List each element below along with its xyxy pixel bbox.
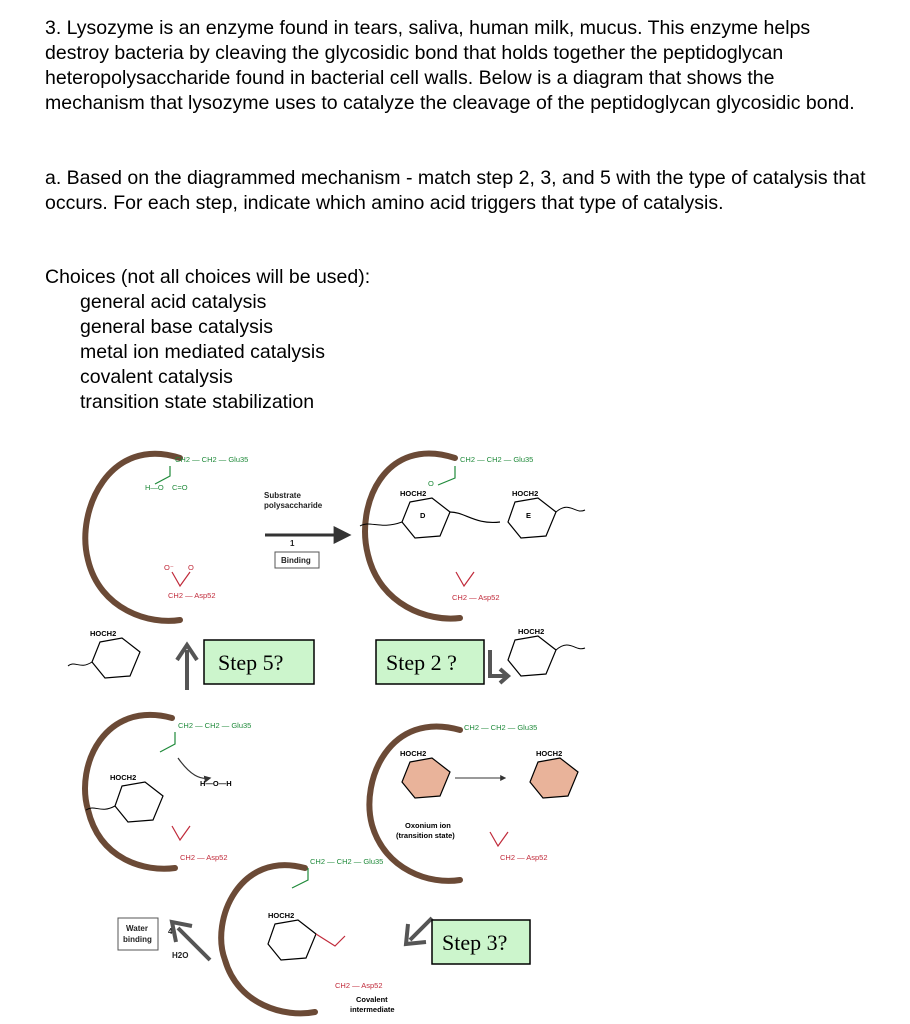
- panel-water-attack: [85, 715, 251, 869]
- choice-item: transition state stabilization: [80, 391, 315, 413]
- svg-text:HOCH2: HOCH2: [512, 489, 539, 498]
- svg-text:CH2 — CH2 — Glu35: CH2 — CH2 — Glu35: [310, 857, 384, 866]
- asp52-label: CH2 — Asp52: [168, 591, 216, 600]
- svg-text:HOCH2: HOCH2: [400, 749, 427, 758]
- enzyme-cleft: [221, 865, 315, 1013]
- water-binding-group: [118, 918, 210, 960]
- water-binding-label: Water: [126, 924, 148, 933]
- svg-text:O: O: [428, 479, 434, 488]
- choices-heading: Choices (not all choices will be used):: [45, 266, 371, 288]
- step3-label: Step 3?: [442, 930, 508, 955]
- step5-label: Step 5?: [218, 650, 284, 675]
- panel-es-complex: [360, 453, 585, 618]
- binding-arrow: [264, 491, 348, 568]
- choice-item: general base catalysis: [80, 316, 273, 338]
- svg-text:H—O: H—O: [145, 483, 164, 492]
- panel-transition-state: [369, 723, 578, 881]
- svg-text:HOCH2: HOCH2: [400, 489, 427, 498]
- svg-text:C=O: C=O: [172, 483, 188, 492]
- panel-covalent-intermediate: [221, 857, 394, 1014]
- choice-item: general acid catalysis: [80, 291, 267, 313]
- svg-text:HOCH2: HOCH2: [536, 749, 563, 758]
- svg-text:(transition state): (transition state): [396, 831, 455, 840]
- svg-text:HOCH2: HOCH2: [268, 911, 295, 920]
- svg-text:D: D: [420, 511, 426, 520]
- svg-text:H—O—H: H—O—H: [200, 779, 232, 788]
- svg-text:intermediate: intermediate: [350, 1005, 395, 1014]
- binding-label: Binding: [281, 556, 311, 565]
- svg-text:4: 4: [168, 927, 173, 936]
- choices-list: [80, 290, 325, 415]
- svg-text:CH2 — Asp52: CH2 — Asp52: [500, 853, 548, 862]
- question-intro: 3. Lysozyme is an enzyme found in tears, saliva, human milk, mucus. This enzyme helps destroy bacteria by cleaving the glycosidic bond that holds together the peptidoglycan heteropolysaccharide found in bacterial cell walls. Below is a diagram that shows the mechanism that lysozyme uses to catalyze the cleavage of the peptidoglycan glycosidic bond.: [45, 17, 855, 114]
- svg-text:CH2 — Asp52: CH2 — Asp52: [452, 593, 500, 602]
- svg-text:CH2 — Asp52: CH2 — Asp52: [180, 853, 228, 862]
- svg-text:HOCH2: HOCH2: [90, 629, 117, 638]
- svg-text:HOCH2: HOCH2: [110, 773, 137, 782]
- released-product: [68, 629, 140, 678]
- step3-group: [406, 918, 530, 964]
- svg-text:O⁻: O⁻: [164, 563, 174, 572]
- choice-item: metal ion mediated catalysis: [80, 341, 325, 363]
- svg-text:CH2 — Asp52: CH2 — Asp52: [335, 981, 383, 990]
- leaving-product: [508, 627, 585, 676]
- svg-text:E: E: [526, 511, 532, 520]
- step2-label: Step 2 ?: [386, 650, 457, 675]
- choice-item: covalent catalysis: [80, 366, 233, 388]
- svg-text:CH2 — CH2 — Glu35: CH2 — CH2 — Glu35: [178, 721, 252, 730]
- covalent-label: Covalent: [356, 995, 388, 1004]
- glu35-label: CH2 — CH2 — Glu35: [175, 455, 249, 464]
- svg-text:CH2 — CH2 — Glu35: CH2 — CH2 — Glu35: [460, 455, 534, 464]
- enzyme-cleft: [365, 453, 460, 618]
- substrate-label: Substrate: [264, 491, 301, 500]
- svg-text:polysaccharide: polysaccharide: [264, 501, 323, 510]
- step2-group: [376, 640, 508, 684]
- binding-step-number: 1: [290, 539, 295, 548]
- panel-free-enzyme: [85, 454, 248, 621]
- svg-text:binding: binding: [123, 935, 152, 944]
- lysozyme-mechanism-diagram: [60, 440, 640, 1024]
- question-part-a: a. Based on the diagrammed mechanism - match step 2, 3, and 5 with the type of catalysis that occurs. For each step, indicate which amino acid triggers that type of catalysis.: [45, 167, 866, 214]
- svg-text:H2O: H2O: [172, 951, 189, 960]
- step5-group: [177, 640, 314, 690]
- svg-text:CH2 — CH2 — Glu35: CH2 — CH2 — Glu35: [464, 723, 538, 732]
- oxonium-label: Oxonium ion: [405, 821, 451, 830]
- enzyme-cleft: [85, 715, 175, 869]
- svg-text:O: O: [188, 563, 194, 572]
- svg-text:HOCH2: HOCH2: [518, 627, 545, 636]
